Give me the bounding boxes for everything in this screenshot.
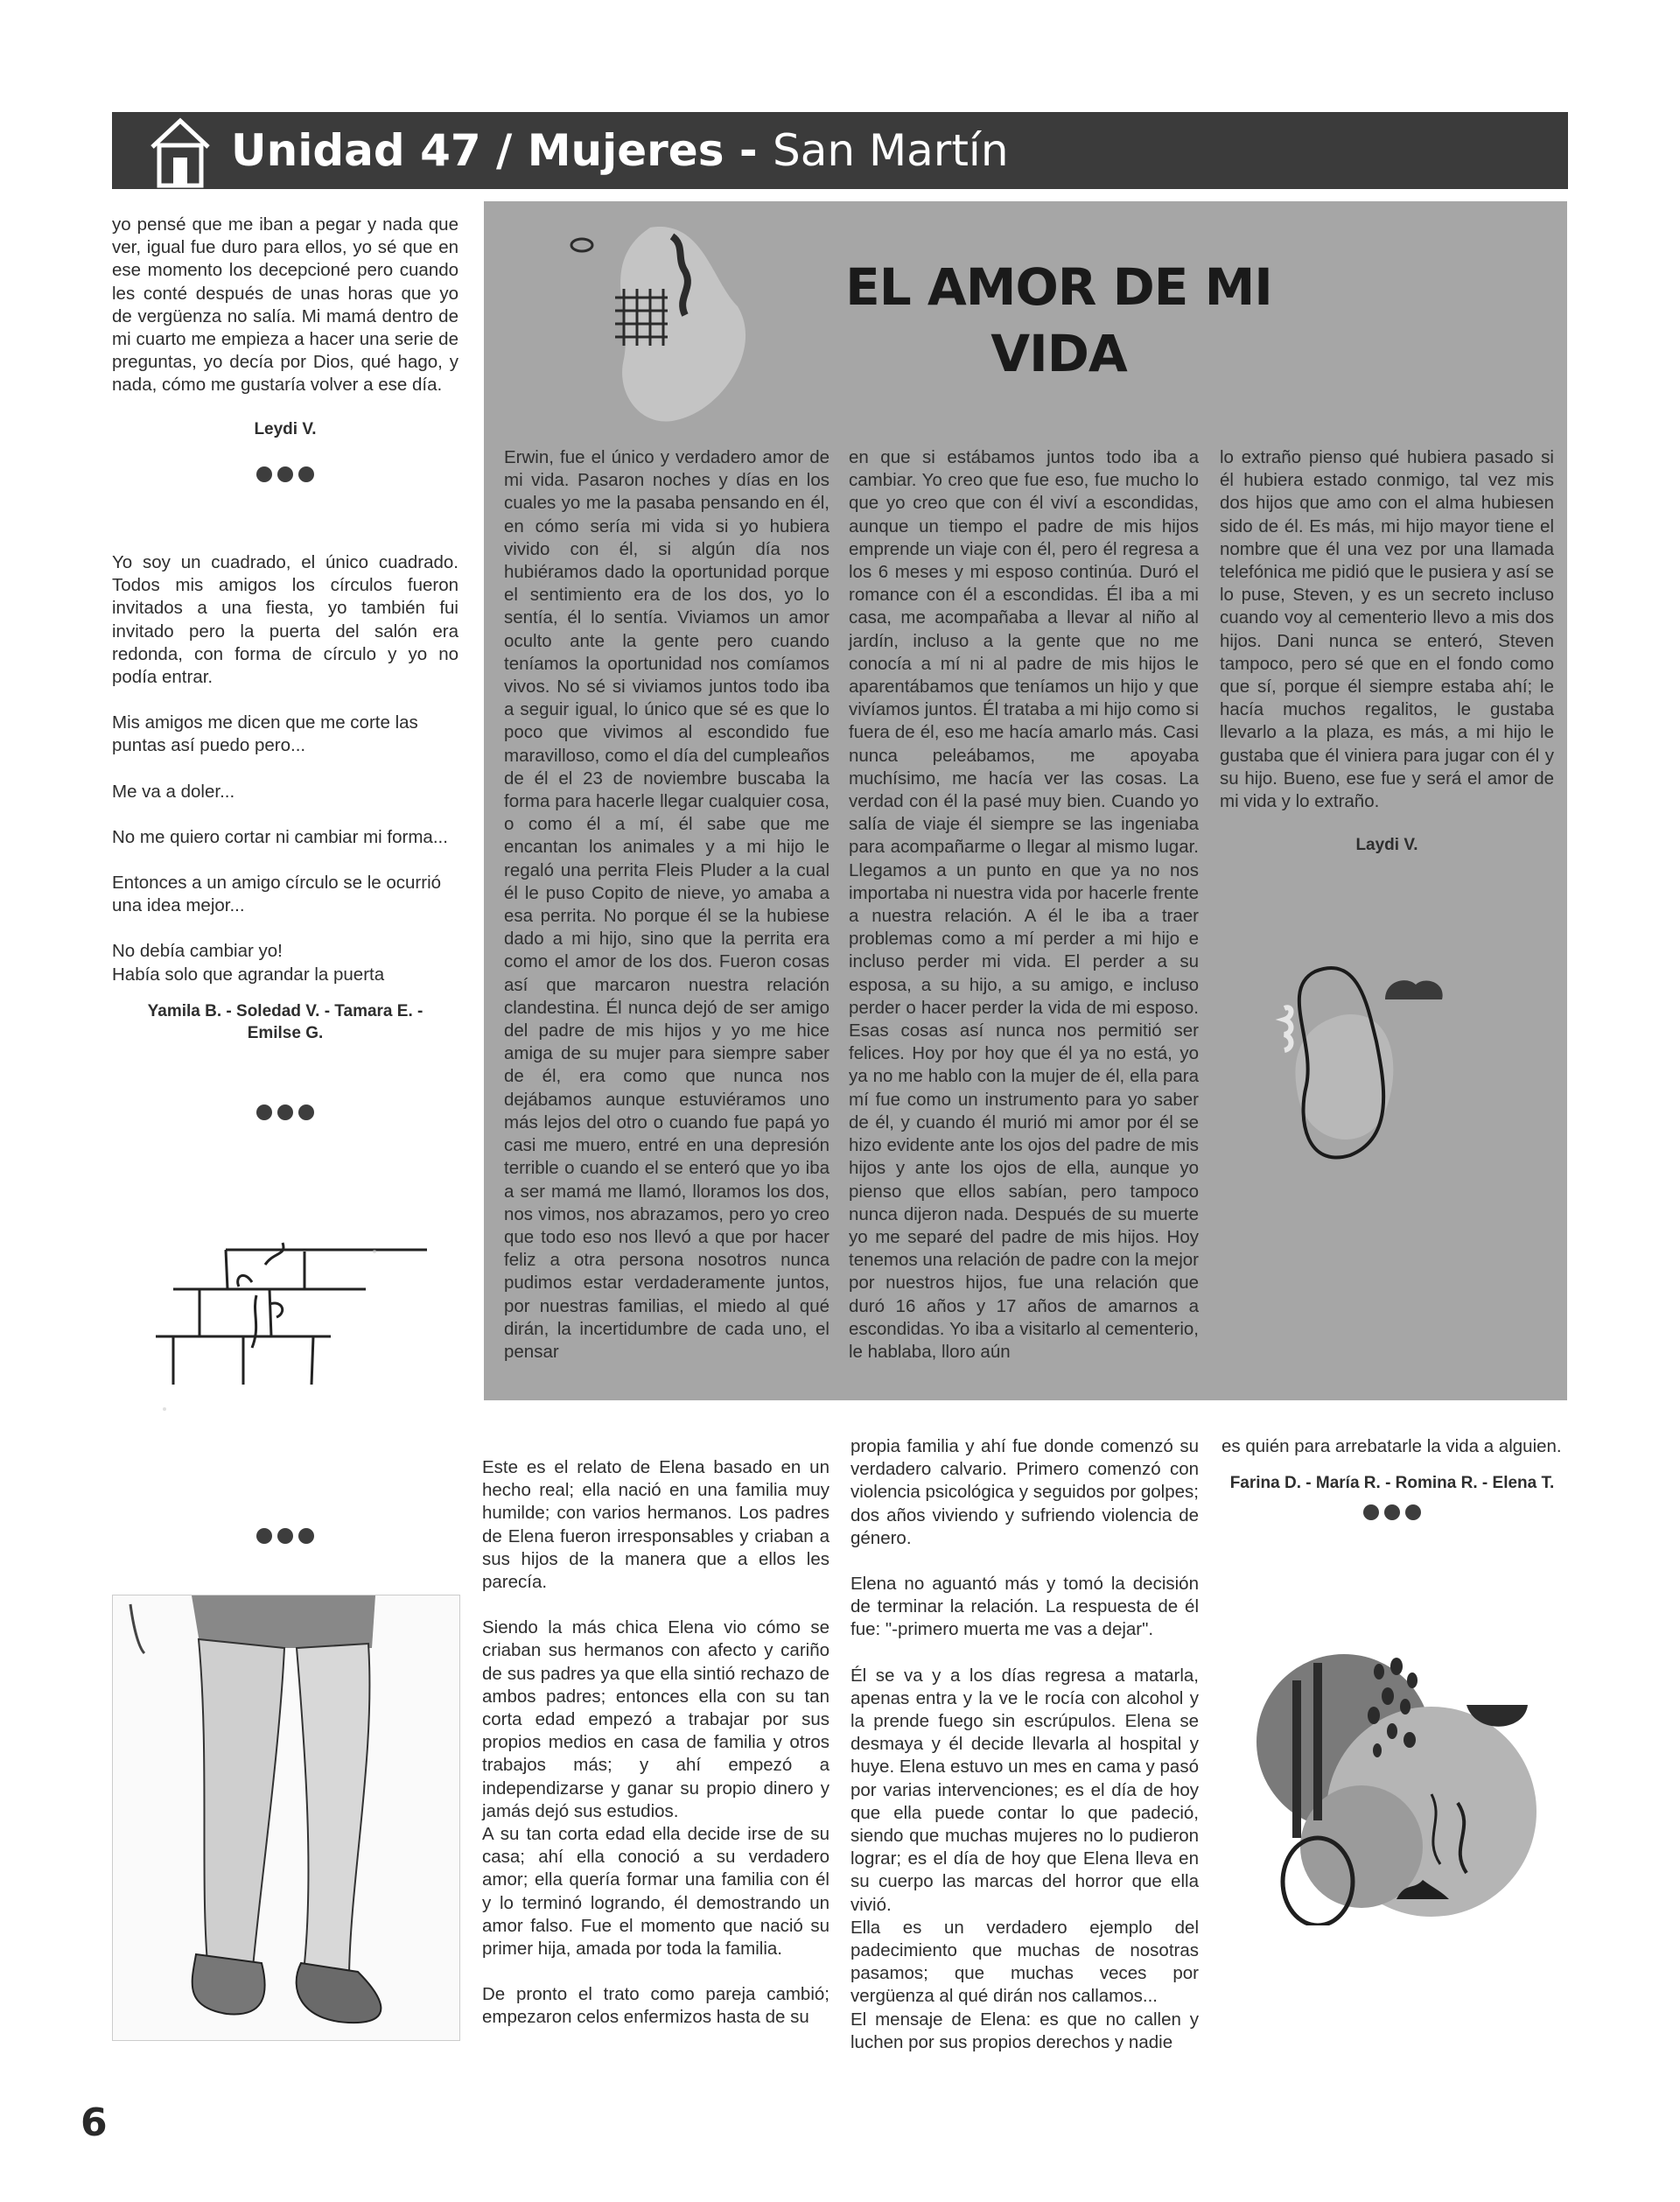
elena-col2-p5: El mensaje de Elena: es que no callen y luchen por sus propios derechos y nadie [850, 2009, 1199, 2052]
legs-sneakers-drawing [112, 1595, 460, 2041]
elena-col1-p2: Siendo la más chica Elena vio cómo se criaban sus hermanos con afecto y cariño de sus padres ya que ella sintió rechazo de ambos padres; entonces ella con su tan corta edad empezó a trabajar por sus propios medios en casa de familia y otros trabajos más; y ahí empezó a independizarse y ganar su propio dinero y jamás dejó sus estudios. [482, 1617, 830, 1821]
elena-story-col2 [850, 1435, 1199, 2054]
love-story-title: EL AMOR DE MI VIDA [845, 257, 1272, 383]
three-dots-icon [1222, 1504, 1563, 1520]
love-story-col2: en que si estábamos juntos todo iba a cambiar. Yo creo que fue eso, fue mucho lo que yo creo que con él viví a escondidas, aunque un tiempo el padre de mis hijos emprende un viaje con él, pero él regresa a los 6 meses y mi esposo continúa. Duró el romance con él a escondidas. Él iba a mi casa, me acompañaba a llevar al niño al jardín, incluso a la gente que no me conocía a mí ni al padre de mis hijos le aparentábamos que teníamos un hijo y que vivíamos juntos. Él trataba a mi hijo como si fuera de él, eso me hacía amarlo más. Casi nunca peleábamos, me apoyaba muchísimo, me hacía ver las cosas. La verdad con él la pasé muy bien. Cuando yo salía de viaje él siempre se las ingeniaba para acompañarme o llegar al mismo lugar. Llegamos a un punto en que ya no nos importaba ni nuestra vida por hacerle frente a nuestra relación. A él le iba a traer problemas como a mí perder a mi hijo e incluso perder mi vida. El perder a su esposa, a su hijo, a su amigo, e incluso perder o hacer perder la vida de mi esposo. Esas cosas así nunca nos permitió ser felices. Hoy por hoy que él ya no está, yo ya no me hablo con la mujer de él, ella para mí fue como un instrumento para yo saber de él, y cuando él murió mi amor por él se hizo evidente ante los ojos del padre de mis hijos y ante los ojos de ella, aunque yo pienso que ellos sabían, pero tampoco nunca dijeron nada. Después de su muerte yo me separé del padre de mis hijos. Hoy tenemos una relación de padre con la mejor por nuestros hijos, fue una relación que duró 16 años y 17 años de amarnos a escondidas. Yo iba a visitarlo al cementerio, le hablaba, lloro aún [849, 447, 1199, 1362]
love-story-col1: Erwin, fue el único y verdadero amor de mi vida. Pasaron noches y días en los cuales yo me la pasaba pensando en él, en cómo sería mi vida si yo hubiera vivido con él, si algún día nos hubiéramos dado la oportunidad porque el sentimiento era de los dos, yo lo sentía, él lo sentía. Viviamos un amor oculto ante la gente pero cuando teníamos la oportunidad nos comíamos vivos. No sé si viviamos juntos todo iba a seguir igual, lo único que sé es que lo poco que vivimos al escondido fue maravilloso, como el día del cumpleaños de él el 23 de noviembre buscaba la forma para hacerle llegar cualquier cosa, o como él a mí, él sabe que me encantan los animales y a mi hijo le regaló una perrita Fleis Pluder a la cual él le puso Copito de nieve, yo amaba a esa perrita. No porque él se la hubiese dado a mi hijo, sino que la perrita era como el amor de los dos. Fueron cosas así que marcaron nuestra relación clandestina. Él nunca dejó de ser amigo del padre de mis hijos y yo me hice amiga de su mujer para siempre saber de él, era como que nunca nos dejábamos aunque estuviéramos uno más lejos del otro o cuando fue papá yo casi me muero, entré en una depresión terrible o cuando el se enteró que yo iba a ser mamá me llamó, lloramos los dos, nos vimos, nos abrazamos, pero yo creo que todo eso nos llevó a que por hacer feliz a otra persona nosotros nunca pudimos estar verdaderamente juntos, por nuestras familias, el miedo al qué dirán, la incertidumbre de cada uno, el pensar [504, 447, 830, 1362]
three-dots-icon [112, 1105, 458, 1120]
love-story-col3: lo extraño pienso qué hubiera pasado si él hubiera estado conmigo, tal vez mis dos hijos que amo con el alma hubiesen sido de él. Es más, mi hijo mayor tiene el nombre que él una vez por una llamada telefónica me pidió que le pusiera y así se lo puse, Steven, y es un secreto incluso cuando voy al cementerio llevo a mis dos hijos. Dani nunca se enteró, Steven tampoco, pero sé que en el fondo como que sí, porque él siempre estaba ahí; le hacía muchos regalitos, le gustaba llevarlo a la plaza, es más, a mi hijo le gustaba que él viniera para jugar con él y su hijo. Bueno, ese fue y será el amor de mi vida y lo extraño. [1220, 447, 1554, 812]
left-story-author: Leydi V. [254, 419, 317, 438]
love-story-author: Laydi V. [1355, 836, 1418, 855]
elena-col3-p1: es quién para arrebatarle la vida a alguien. [1222, 1436, 1562, 1456]
house-icon [138, 112, 222, 189]
section-title-bold: Unidad 47 / Mujeres - [231, 125, 774, 176]
elena-col2-p4: Ella es un verdadero ejemplo del padecimiento que muchas de nosotras pasamos; que muchas veces por vergüenza al qué dirán nos callamos... [850, 1917, 1199, 2007]
square-story-p3: Me va a doler... [112, 781, 235, 802]
elena-col1-p3: A su tan corta edad ella decide irse de su casa; ahí ella conoció a su verdadero amor; ella quería formar una familia con él y lo terminó logrando, él demostrando un amor falso. Fue el momento que nació su primer hija, amada por toda la familia. [482, 1824, 830, 1960]
three-dots-icon [112, 1528, 458, 1544]
elena-col2-p2: Elena no aguantó más y tomó la decisión de terminar la relación. La respuesta de él fue: "-primero muerta me vas a dejar". [850, 1574, 1199, 1640]
elena-col1-p4: De pronto el trato como pareja cambió; empezaron celos enfermizos hasta de su [482, 1984, 830, 2028]
elena-story-col1 [482, 1456, 830, 2030]
left-story-text: yo pensé que me iban a pegar y nada que ver, igual fue duro para ellos, yo sé que en ese momento los decepcioné pero cuando les conté después de unas horas que yo de vergüenza no salía. Mi mamá dentro de mi cuarto me empieza a hacer una serie de preguntas, yo decía por Dios, qué hago, y nada, cómo me gustaría volver a ese día. [112, 214, 458, 396]
square-story-p2: Mis amigos me dicen que me corte las puntas así puedo pero... [112, 712, 418, 756]
square-story-p6b: Había solo que agrandar la puerta [112, 964, 385, 985]
elena-story-authors: Farina D. - María R. - Romina R. - Elena T. [1229, 1474, 1555, 1493]
square-story-p5: Entonces a un amigo círculo se le ocurrió una idea mejor... [112, 873, 442, 916]
abstract-shapes-icon [545, 210, 808, 446]
love-story-col3-wrap [1220, 446, 1554, 856]
brick-wall-plant-drawing [112, 1199, 458, 1453]
section-title [231, 125, 1009, 176]
three-dots-icon [112, 466, 458, 482]
abstract-blob-icon [1254, 945, 1464, 1182]
elena-col2-p3: Él se va y a los días regresa a matarla, apenas entra y la ve le rocía con alcohol y la prende fuego sin escrúpulos. Elena se desmaya y él decide llevarla al hospital y huye. Elena estuvo un mes en cama y pasó por varias intervenciones; es el día de hoy que ella puede contar lo que padeció, siendo que muchas mujeres no lo pudieron lograr; es el día de hoy que Elena lleva en su cuerpo las marcas del horror que ella vivió. [850, 1665, 1199, 1915]
elena-story-col3 [1222, 1435, 1563, 1520]
left-story [112, 214, 458, 482]
elena-col2-p1: propia familia y ahí fue donde comenzó su verdadero calvario. Primero comenzó con violencia psicológica y seguidos por golpes; dos años viviendo y sufriendo violencia de género. [850, 1436, 1199, 1548]
square-story [112, 551, 458, 1044]
square-story-authors: Yamila B. - Soledad V. - Tamara E. - Emilse G. [147, 1001, 424, 1042]
square-story-p1: Yo soy un cuadrado, el único cuadrado. Todos mis amigos los círculos fueron invitados a una fiesta, yo también fui invitado pero la puerta del salón era redonda, con forma de círculo y yo no podía entrar. [112, 552, 458, 688]
square-story-p6a: No debía cambiar yo! [112, 941, 283, 962]
page-number: 6 [80, 2100, 108, 2145]
section-title-place: San Martín [773, 125, 1009, 176]
abstract-collage-icon [1256, 1628, 1545, 1925]
elena-col1-p1: Este es el relato de Elena basado en un hecho real; ella nació en una familia muy humilde; con varios hermanos. Los padres de Elena fueron irresponsables y criaban a sus hijos de la manera que a ellos les parecía. [482, 1457, 830, 1593]
page-header [112, 112, 1568, 189]
square-story-p4: No me quiero cortar ni cambiar mi forma... [112, 826, 448, 847]
